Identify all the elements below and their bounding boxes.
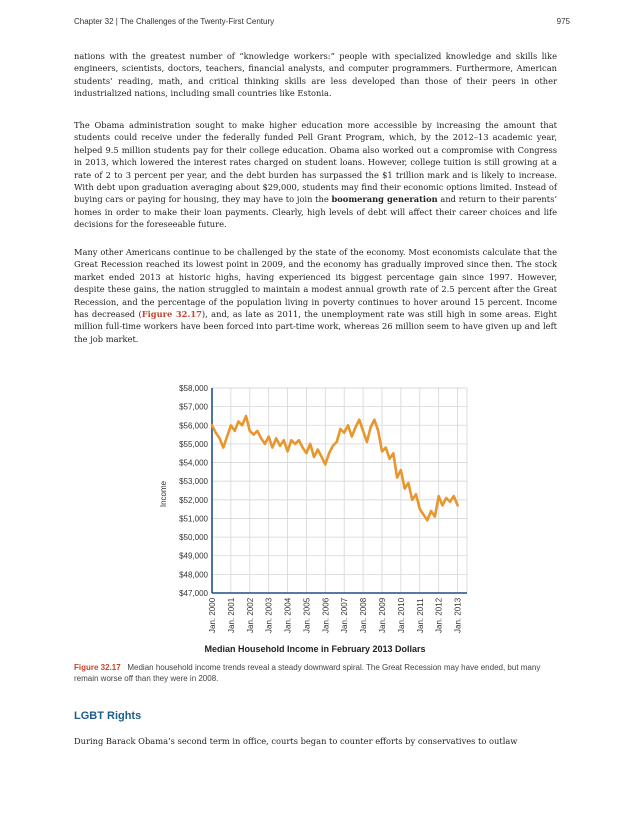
y-tick-label: $55,000 bbox=[179, 439, 208, 449]
figure-label: Figure 32.17 bbox=[74, 663, 121, 672]
x-tick-label: Jan. 2003 bbox=[264, 597, 274, 633]
x-tick-labels bbox=[208, 597, 463, 633]
y-tick-label: $57,000 bbox=[179, 402, 208, 412]
chart-axes bbox=[212, 388, 467, 593]
x-tick-label: Jan. 2013 bbox=[453, 597, 463, 633]
paragraph-text: The Obama administration sought to make higher education more accessible by increasing the amount that students could receive under the federally funded Pell Grant Program, which, by the 2012–13 academic year, helped 9.5 million students pay for their college education. Obama also worked out a compromise with Congress in 2013, which lowered the interest rates charged on student loans. However, college tuition is still growing at a rate of 2 to 3 percent per year, and the debt burden has surpassed the $1 trillion mark and is likely to increase. With debt upon graduation averaging about $29,000, students may find their economic options limited. Instead of buying cars or paying for housing, they may have to join the bbox=[74, 120, 557, 205]
section-heading-lgbt-rights: LGBT Rights bbox=[74, 710, 142, 722]
y-tick-label: $47,000 bbox=[179, 589, 208, 598]
page-number: 975 bbox=[556, 17, 570, 26]
y-tick-label: $58,000 bbox=[179, 384, 208, 393]
figure-reference-link[interactable]: Figure 32.17 bbox=[141, 309, 202, 320]
paragraph-text: Many other Americans continue to be challenged by the state of the economy. Most economists calculate that the Great Recession reached its lowest point in 2009, and the economy has gradually improved since then. The stock market ended 2013 at historic highs, having experienced its biggest percentage gain since 1997. However, despite these gains, the nation struggled to maintain a modest annual growth rate of 2.5 percent after the Great Recession, and the percentage of the population living in poverty continues to hover around 15 percent. Income has decreased ( bbox=[74, 247, 557, 320]
series-line-median-income bbox=[212, 416, 458, 520]
y-tick-label: $49,000 bbox=[179, 551, 208, 561]
y-tick-labels bbox=[179, 384, 208, 598]
caption-text: Median household income trends reveal a steady downward spiral. The Great Recession may have ended, but many remain worse off than they were in 2008. bbox=[74, 663, 541, 683]
y-tick-label: $52,000 bbox=[179, 495, 208, 505]
y-tick-label: $54,000 bbox=[179, 458, 208, 468]
paragraph-lgbt-rights: During Barack Obama’s second term in office, courts began to counter efforts by conservatives to outlaw bbox=[74, 736, 518, 746]
x-tick-label: Jan. 2000 bbox=[208, 597, 217, 633]
y-tick-label: $48,000 bbox=[179, 570, 208, 580]
x-tick-label: Jan. 2006 bbox=[321, 597, 331, 633]
paragraph-text: and return to their parents’ homes in order to make their loan payments. Clearly, high levels of debt will affect their career choices and life decisions for the foreseeable future. bbox=[74, 194, 557, 230]
x-tick-label: Jan. 2005 bbox=[302, 597, 312, 633]
x-tick-label: Jan. 2012 bbox=[434, 597, 444, 633]
y-axis-label: Income bbox=[159, 480, 168, 508]
y-tick-label: $56,000 bbox=[179, 421, 208, 431]
chart-grid bbox=[212, 388, 467, 593]
key-term-boomerang-generation: boomerang generation bbox=[331, 194, 438, 205]
y-tick-label: $51,000 bbox=[179, 514, 208, 524]
x-tick-label: Jan. 2002 bbox=[245, 597, 255, 633]
figure-caption bbox=[74, 662, 557, 684]
chart-title: Median Household Income in February 2013 Dollars bbox=[204, 644, 426, 654]
x-tick-label: Jan. 2010 bbox=[396, 597, 406, 633]
x-tick-label: Jan. 2004 bbox=[283, 597, 293, 633]
y-tick-label: $53,000 bbox=[179, 477, 208, 487]
x-tick-label: Jan. 2001 bbox=[226, 597, 236, 633]
x-tick-label: Jan. 2011 bbox=[415, 598, 425, 633]
x-tick-label: Jan. 2008 bbox=[359, 597, 369, 633]
y-tick-label: $50,000 bbox=[179, 533, 208, 543]
x-tick-label: Jan. 2009 bbox=[378, 597, 387, 633]
paragraph-knowledge-workers: nations with the greatest number of “knowledge workers:” people with specialized knowledge and skills like engineers, scientists, doctors, teachers, financial analysts, and computer programmers. Furthermore, American students’ reading, math, and critical thinking skills are less developed than those of their peers in other industrialized nations, including small countries like Estonia. bbox=[74, 51, 557, 99]
paragraph-text: ), and, as late as 2011, the unemployment rate was still high in some areas. Eight million full-time workers have been forced into part-time work, whereas 26 million seem to have given up and left the job market. bbox=[74, 309, 557, 344]
running-header-chapter: Chapter 32 | The Challenges of the Twenty-First Century bbox=[74, 17, 275, 26]
x-tick-label: Jan. 2007 bbox=[340, 597, 350, 633]
